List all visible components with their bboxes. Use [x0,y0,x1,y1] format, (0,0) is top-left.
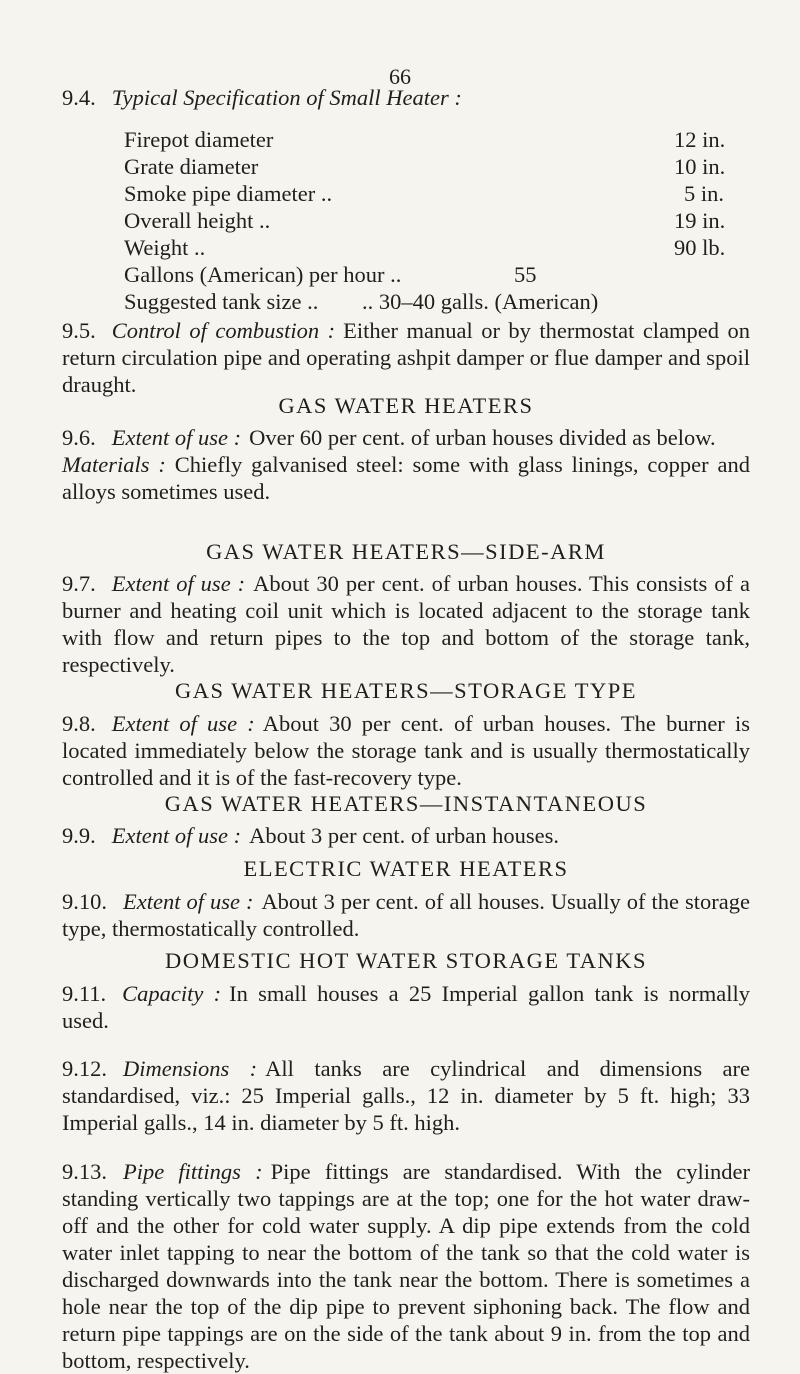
materials-text: Chiefly galvanised steel: some with glass linings, copper and alloys sometimes used. [62,452,750,504]
section-lead: Extent of use : [111,711,255,736]
spec-label: Firepot diameter [124,127,274,152]
section-9-9 [62,822,750,849]
heading-side-arm: GAS WATER HEATERS—SIDE-ARM [206,539,606,564]
page-number: 66 [389,64,411,89]
section-lead: Extent of use : [123,889,254,914]
section-number: 9.11. [62,981,107,1006]
section-9-6 [62,424,750,505]
section-text: Either manual or by thermostat clamped on return circulation pipe and operating ashpit damper or flue damper and spoil draught. [62,318,751,397]
spec-value: 12 in. [674,127,726,152]
spec-row [124,180,744,207]
heading-storage-type: GAS WATER HEATERS—STORAGE TYPE [175,678,637,703]
spec-row [124,261,744,288]
section-number: 9.12. [62,1056,107,1081]
section-text: Pipe fittings are standardised. With the cylinder standing vertically two tappings are at the top; one for the hot water draw-off and the other for cold water supply. A dip pipe extends from the cold water inlet tapping to near the bottom of the tank so that the cold water is discharged downwards into the tank near the bottom. There is sometimes a hole near the top of the dip pipe to prevent siphoning back. The flow and return pipe tappings are on the side of the tank about 9 in. from the top and bottom, respectively. [62,1159,750,1373]
section-number: 9.13. [62,1159,107,1184]
spec-row [124,234,744,261]
section-number: 9.7. [62,571,96,596]
section-text: Over 60 per cent. of urban houses divided as below. [249,425,716,450]
section-text: About 3 per cent. of all houses. Usually of the storage type, thermostatically controlled. [62,889,750,941]
section-number: 9.5. [62,318,96,343]
spec-label: Weight .. [124,235,206,260]
spec-row [124,207,744,234]
spec-value: 90 lb. [674,235,726,260]
spec-label: Gallons (American) per hour .. [124,262,402,287]
section-lead: Control of combustion : [111,318,336,343]
spec-label: Smoke pipe diameter .. [124,181,333,206]
section-number: 9.6. [62,425,96,450]
spec-label: Grate diameter [124,154,259,179]
section-9-11 [62,980,750,1034]
spec-value: .. 30–40 galls. (American) [362,289,599,314]
spec-table [124,126,744,315]
heading-gas-water-heaters: GAS WATER HEATERS [278,393,534,418]
spec-value: 5 in. [684,181,725,206]
section-9-13 [62,1158,750,1374]
spec-label: Suggested tank size .. [124,289,319,314]
section-lead: Extent of use : [111,823,242,848]
section-text: All tanks are cylindrical and dimensions are standardised, viz.: 25 Imperial galls., 12 in. diameter by 5 ft. high; 33 Imperial galls., 14 in. diameter by 5 ft. high. [62,1056,750,1135]
section-text: About 3 per cent. of urban houses. [249,823,560,848]
spec-row [124,126,744,153]
section-text: In small houses a 25 Imperial gallon tank is normally used. [62,981,751,1033]
spec-label: Overall height .. [124,208,271,233]
section-lead: Dimensions : [123,1056,258,1081]
spec-value: 10 in. [674,154,726,179]
section-lead: Extent of use : [111,425,242,450]
section-9-4-heading [62,84,750,111]
section-lead: Pipe fittings : [123,1159,263,1184]
section-lead: Extent of use : [111,571,246,596]
section-lead: Capacity : [122,981,222,1006]
section-9-5 [62,317,750,398]
section-number: 9.9. [62,823,96,848]
spec-row [124,288,744,315]
spec-row [124,153,744,180]
section-9-7 [62,570,750,678]
section-number: 9.10. [62,889,107,914]
heading-storage-tanks: DOMESTIC HOT WATER STORAGE TANKS [164,948,648,973]
spec-value: 55 [514,262,537,287]
section-text: About 30 per cent. of urban houses. This consists of a burner and heating coil unit which is located adjacent to the storage tank with flow and return pipes to the top and bottom of the storage tank, respectively. [62,571,750,677]
heading-electric: ELECTRIC WATER HEATERS [243,856,569,881]
section-9-8 [62,710,750,791]
section-9-12 [62,1055,750,1136]
section-title: Typical Specification of Small Heater : [111,85,462,110]
section-text: About 30 per cent. of urban houses. The burner is located immediately below the storage tank and is usually thermostatically controlled and it is of the fast-recovery type. [62,711,750,790]
heading-instantaneous: GAS WATER HEATERS—INSTANTANEOUS [164,791,648,816]
section-9-10 [62,888,750,942]
section-number: 9.8. [62,711,96,736]
section-number: 9.4. [62,85,96,110]
materials-lead: Materials : [62,452,166,477]
spec-value: 19 in. [674,208,726,233]
